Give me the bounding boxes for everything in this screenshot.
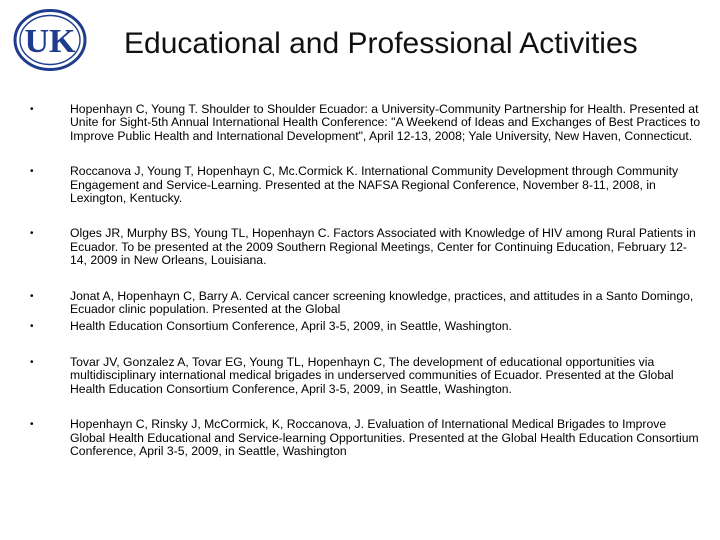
page-title: Educational and Professional Activities (124, 27, 638, 60)
list-item (30, 165, 702, 205)
uk-logo-graphic (12, 8, 88, 72)
bullet-icon: • (30, 228, 34, 240)
bullet-icon: • (30, 166, 34, 178)
list-item (30, 356, 702, 396)
list-item-text: Health Education Consortium Conference, April 3-5, 2009, in Seattle, Washington. (70, 319, 512, 334)
bullet-icon: • (30, 321, 34, 333)
list-item-text: Olges JR, Murphy BS, Young TL, Hopenhayn C. Factors Associated with Knowledge of HIV among Rural Patients in Ecuador. To be presented at the 2009 Southern Regional Meetings, Center for Continuing Education, February 12-14, 2009 in New Orleans, Louisiana. (70, 226, 696, 268)
list-item-text: Hopenhayn C, Young T. Shoulder to Shoulder Ecuador: a University-Community Partnership for Health. Presented at Unite for Sight-5th Annual International Health Conference: "A Weekend of Ideas and Exchanges of Best Practices to Improve Public Health and International Development", April 12-13, 2008; Yale University, New Haven, Connecticut. (70, 102, 701, 143)
list-item-text: Jonat A, Hopenhayn C, Barry A. Cervical cancer screening knowledge, practices, and attitudes in a Santo Domingo, Ecuador clinic population. Presented at the Global (70, 288, 694, 317)
list-item (30, 290, 702, 317)
bullet-icon: • (30, 419, 34, 431)
list-item (30, 418, 702, 458)
activities-list (30, 103, 702, 480)
bullet-icon: • (30, 290, 34, 302)
list-item (30, 227, 702, 267)
uk-logo (12, 8, 88, 72)
bullet-icon: • (30, 104, 34, 115)
list-item (30, 320, 702, 333)
list-item (30, 103, 702, 143)
bullet-icon: • (30, 356, 34, 368)
list-item-text: Hopenhayn C, Rinsky J, McCormick, K, Roccanova, J. Evaluation of International Medical Brigades to Improve Global Health Educational and Service-learning Opportunities. Presented at the Global Health Education Consortium Conference, April 3-5, 2009, in Seattle, Washington (70, 417, 699, 458)
list-item-text: Tovar JV, Gonzalez A, Tovar EG, Young TL, Hopenhayn C, The development of educational opportunities via multidisciplinary international medical brigades in underserved communities of Ecuador. Presented at the Global Health Education Consortium Conference, April 3-5, 2009, in Seattle, Washington. (70, 354, 674, 396)
list-item-text: Roccanova J, Young T, Hopenhayn C, Mc.Cormick K. International Community Development through Community Engagement and Service-Learning. Presented at the NAFSA Regional Conference, November 8-11, 2008, in Lexington, Kentucky. (70, 164, 679, 206)
logo-lettering: UK (24, 23, 76, 60)
